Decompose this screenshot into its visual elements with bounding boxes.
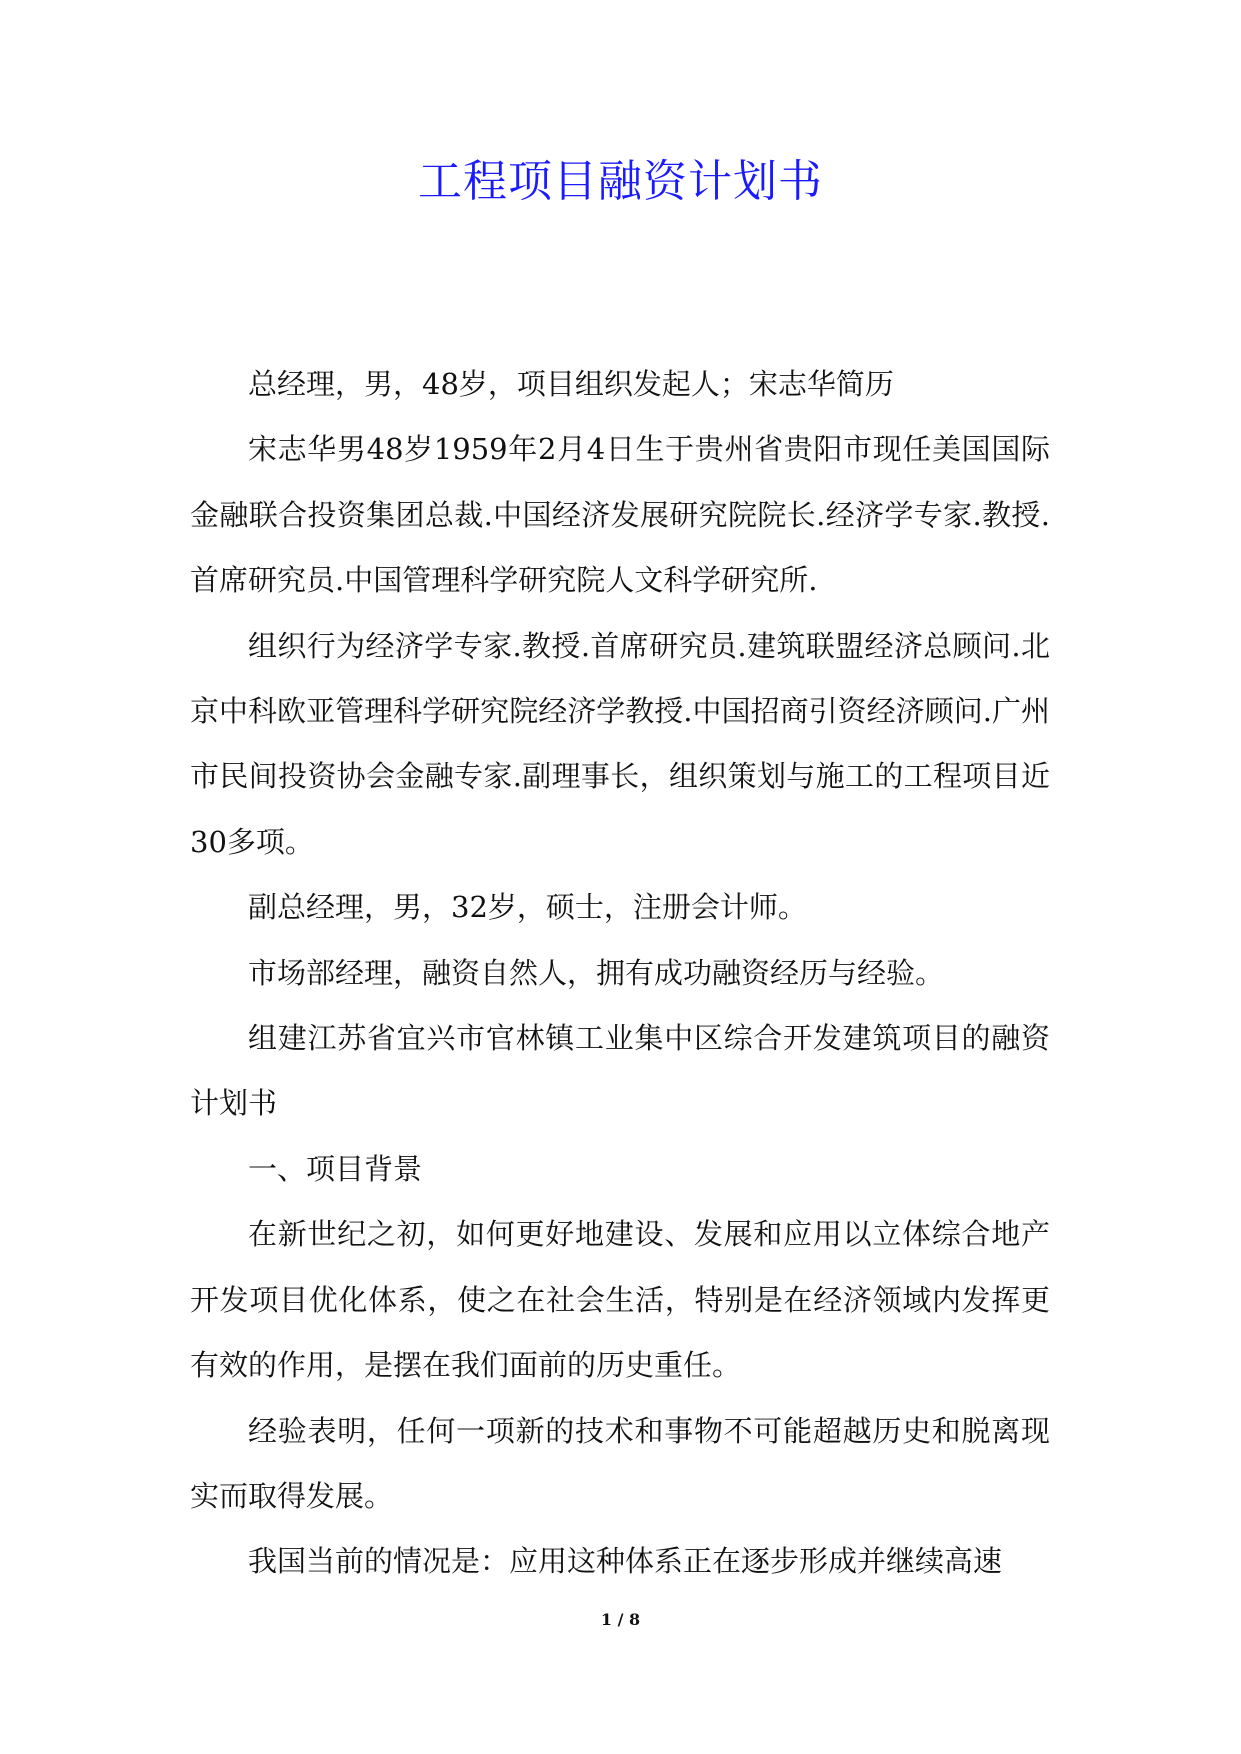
- section-heading: 一、项目背景: [248, 1151, 423, 1186]
- paragraph: 市场部经理，融资自然人，拥有成功融资经历与经验。: [248, 955, 945, 990]
- document-title: 工程项目融资计划书: [418, 156, 823, 207]
- document-body: [190, 352, 1050, 1595]
- paragraph: 宋志华男48岁1959年2月4日生于贵州省贵阳市现任美国国际金融联合投资集团总裁.中国经济发展研究院院长.经济学专家.教授.首席研究员.中国管理科学研究院人文科学研究所.: [190, 432, 1050, 598]
- paragraph: 副总经理，男，32岁，硕士，注册会计师。: [248, 890, 807, 925]
- paragraph: 组织行为经济学专家.教授.首席研究员.建筑联盟经济总顾问.北京中科欧亚管理科学研究院经济学教授.中国招商引资经济顾问.广州市民间投资协会金融专家.副理事长，组织策划与施工的工程项目近30多项。: [190, 628, 1050, 859]
- paragraph: 组建江苏省宜兴市官林镇工业集中区综合开发建筑项目的融资计划书: [190, 1021, 1050, 1121]
- paragraph: 总经理，男，48岁，项目组织发起人；宋志华简历: [248, 367, 894, 401]
- paragraph: 经验表明，任何一项新的技术和事物不可能超越历史和脱离现实而取得发展。: [190, 1413, 1050, 1513]
- paragraph: 我国当前的情况是：应用这种体系正在逐步形成并继续高速: [248, 1544, 1003, 1579]
- paragraph: 在新世纪之初，如何更好地建设、发展和应用以立体综合地产开发项目优化体系，使之在社会生活，特别是在经济领域内发挥更有效的作用，是摆在我们面前的历史重任。: [190, 1217, 1050, 1383]
- page-number: 1 / 8: [600, 1610, 641, 1629]
